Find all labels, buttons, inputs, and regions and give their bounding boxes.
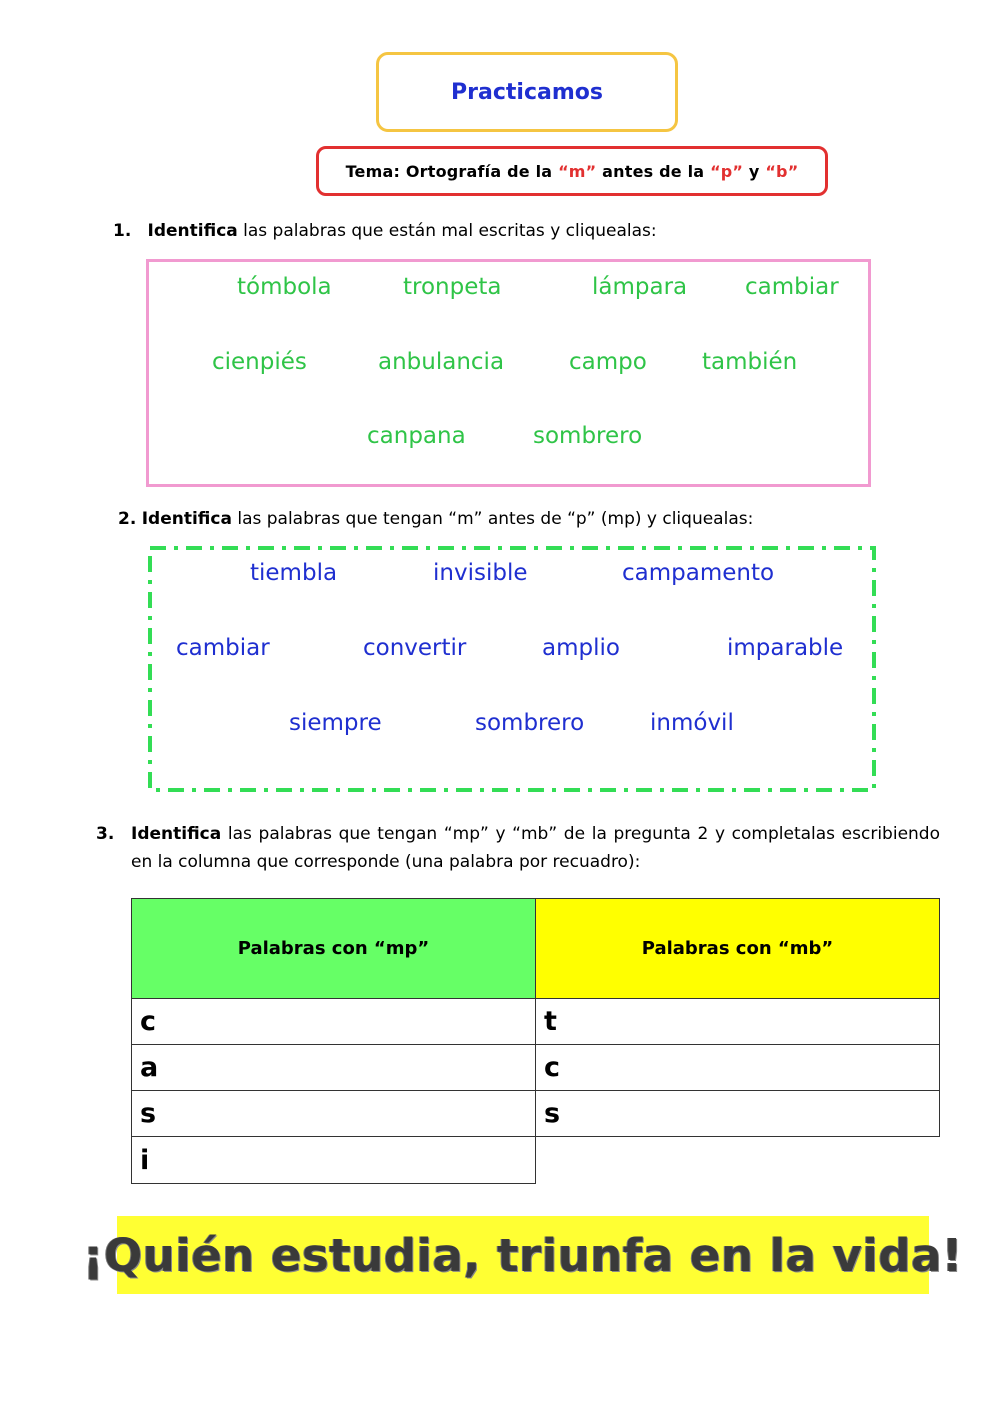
question-2-number: 2. bbox=[118, 509, 137, 529]
mb-answer-field[interactable] bbox=[535, 1090, 940, 1137]
title-box bbox=[376, 52, 678, 132]
word-option[interactable]: tómbola bbox=[237, 274, 332, 300]
mb-answer-field[interactable] bbox=[535, 998, 940, 1045]
question-2 bbox=[118, 509, 753, 529]
word-option[interactable]: canpana bbox=[367, 423, 466, 449]
mp-answer-text: s bbox=[140, 1098, 157, 1129]
question-1-text: las palabras que están mal escritas y cliquealas: bbox=[237, 221, 657, 241]
question-3-text: las palabras que tengan “mp” y “mb” de la pregunta 2 y completalas escribiendo en la columna que corresponde (una palabra por recuadro): bbox=[131, 824, 940, 872]
topic-letter-m: “m” bbox=[558, 161, 597, 181]
mp-answer-field[interactable] bbox=[131, 998, 536, 1045]
word-option[interactable]: anbulancia bbox=[378, 349, 505, 375]
word-option[interactable]: sombrero bbox=[533, 423, 643, 449]
word-option[interactable]: siempre bbox=[289, 710, 382, 736]
mp-answer-text: c bbox=[140, 1006, 157, 1037]
topic-letter-b: “b” bbox=[765, 161, 799, 181]
mb-answer-text: t bbox=[544, 1006, 557, 1037]
question-1-bold: Identifica bbox=[147, 221, 238, 241]
word-option[interactable]: campo bbox=[569, 349, 647, 375]
mb-answer-text: s bbox=[544, 1098, 561, 1129]
header-mb bbox=[535, 898, 940, 999]
word-option[interactable]: tronpeta bbox=[403, 274, 502, 300]
word-option[interactable]: cambiar bbox=[745, 274, 839, 300]
header-mp-label: Palabras con “mp” bbox=[237, 938, 430, 959]
question-1-number: 1. bbox=[113, 221, 132, 241]
word-option[interactable]: sombrero bbox=[475, 710, 585, 736]
mp-answer-text: a bbox=[140, 1052, 159, 1083]
mb-answer-field[interactable] bbox=[535, 1044, 940, 1091]
question-1 bbox=[113, 221, 657, 241]
mp-answer-field[interactable] bbox=[131, 1136, 536, 1184]
word-option[interactable]: inmóvil bbox=[650, 710, 734, 736]
word-option[interactable]: también bbox=[702, 349, 798, 375]
mp-answer-field[interactable] bbox=[131, 1044, 536, 1091]
word-option[interactable]: campamento bbox=[622, 560, 775, 586]
header-mb-label: Palabras con “mb” bbox=[641, 938, 834, 959]
word-option[interactable]: amplio bbox=[542, 635, 620, 661]
word-option[interactable]: invisible bbox=[433, 560, 528, 586]
word-option[interactable]: convertir bbox=[363, 635, 467, 661]
topic-box bbox=[316, 146, 828, 196]
page-title: Practicamos bbox=[451, 79, 603, 105]
topic-prefix: Tema: Ortografía de la bbox=[345, 161, 559, 181]
word-option[interactable]: cambiar bbox=[176, 635, 270, 661]
mb-answer-text: c bbox=[544, 1052, 561, 1083]
question-3 bbox=[96, 820, 940, 876]
question-3-number: 3. bbox=[96, 824, 115, 844]
question-2-text: las palabras que tengan “m” antes de “p” (mp) y cliquealas: bbox=[231, 509, 754, 529]
misspelled-words-box bbox=[146, 259, 871, 487]
word-option[interactable]: lámpara bbox=[592, 274, 688, 300]
word-option[interactable]: cienpiés bbox=[212, 349, 307, 375]
topic-letter-p: “p” bbox=[710, 161, 744, 181]
mp-words-box bbox=[148, 546, 876, 792]
word-option[interactable]: tiembla bbox=[250, 560, 338, 586]
motto-text: ¡Quién estudia, triunfa en la vida! bbox=[83, 1228, 963, 1282]
question-3-bold: Identifica bbox=[131, 824, 222, 844]
mp-answer-text: i bbox=[140, 1144, 150, 1176]
topic-and: y bbox=[743, 161, 766, 181]
topic-mid: antes de la bbox=[596, 161, 711, 181]
mp-answer-field[interactable] bbox=[131, 1090, 536, 1137]
motto-banner bbox=[83, 1216, 963, 1294]
question-2-bold: Identifica bbox=[141, 509, 232, 529]
word-option[interactable]: imparable bbox=[727, 635, 844, 661]
header-mp bbox=[131, 898, 536, 999]
